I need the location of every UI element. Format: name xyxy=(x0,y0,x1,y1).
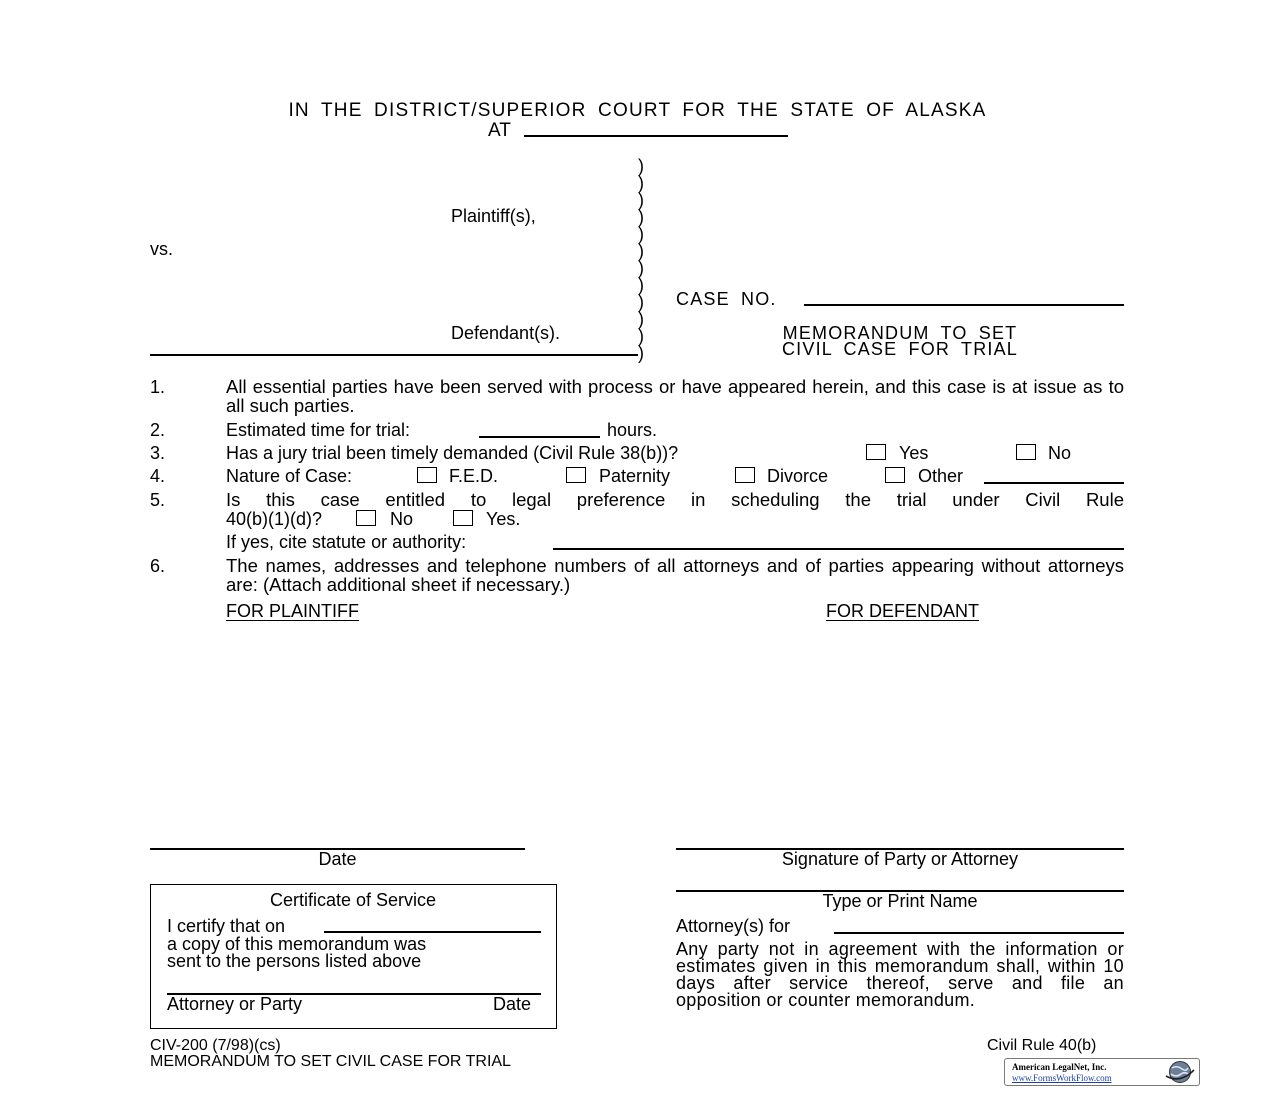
plaintiff-label: Plaintiff(s), xyxy=(451,206,536,226)
jury-yes-checkbox[interactable] xyxy=(866,444,886,460)
case-no-field[interactable] xyxy=(804,304,1124,306)
item6-text: The names, addresses and telephone numbers of all attorneys and of parties appearing without attorneys are: (Attach additional sheet if necessary.) xyxy=(226,555,1124,595)
item5-line2: 40(b)(1)(d)? xyxy=(226,509,323,529)
defendant-label: Defendant(s). xyxy=(451,323,561,343)
case-divorce-checkbox[interactable] xyxy=(735,467,755,483)
publisher-logo[interactable] xyxy=(1004,1058,1200,1086)
caption-paren: ) xyxy=(638,326,644,346)
item2-suffix: hours. xyxy=(607,420,658,440)
caption-paren: ) xyxy=(638,224,644,244)
caption-paren: ) xyxy=(638,241,644,261)
certificate-date-label: Date xyxy=(493,994,532,1014)
caption-paren: ) xyxy=(638,173,644,193)
case-other-field[interactable] xyxy=(984,482,1124,484)
case-other-checkbox[interactable] xyxy=(885,467,905,483)
signature-label: Signature of Party or Attorney xyxy=(781,849,1019,869)
preference-no-label: No xyxy=(390,509,414,529)
item-number: 4. xyxy=(150,466,166,486)
item5-cite-label: If yes, cite statute or authority: xyxy=(226,532,467,552)
caption-paren: ) xyxy=(638,156,644,176)
print-name-label: Type or Print Name xyxy=(822,891,978,911)
item5-line1: Is this case entitled to legal preference in scheduling the trial under Civil Rule xyxy=(226,489,1124,510)
case-fed-label: F.E.D. xyxy=(449,466,499,486)
item-number: 1. xyxy=(150,377,166,397)
item-number: 3. xyxy=(150,443,166,463)
preference-yes-label: Yes. xyxy=(486,509,521,529)
at-label: AT xyxy=(488,120,511,141)
jury-no-checkbox[interactable] xyxy=(1016,444,1036,460)
publisher-name: American LegalNet, Inc. xyxy=(1012,1062,1107,1072)
form-code: CIV-200 (7/98)(cs) xyxy=(150,1037,281,1054)
item1-text: All essential parties have been served with process or have appeared herein, and this case is at issue as to all such parties. xyxy=(226,376,1124,416)
item-number: 6. xyxy=(150,556,166,576)
jury-no-label: No xyxy=(1048,443,1072,463)
preference-no-checkbox[interactable] xyxy=(356,510,376,526)
trial-hours-field[interactable] xyxy=(479,436,600,438)
case-other-label: Other xyxy=(918,466,964,486)
item-number: 5. xyxy=(150,490,166,510)
court-title: IN THE DISTRICT/SUPERIOR COURT FOR THE STATE OF ALASKA xyxy=(288,100,987,121)
caption-bottom-rule xyxy=(150,354,638,356)
preference-yes-checkbox[interactable] xyxy=(453,510,473,526)
caption-paren: ) xyxy=(638,258,644,278)
case-fed-checkbox[interactable] xyxy=(417,467,437,483)
caption-paren: ) xyxy=(638,275,644,295)
vs-label: vs. xyxy=(150,239,174,259)
item3-label: Has a jury trial been timely demanded (Civil Rule 38(b))? xyxy=(226,443,679,463)
service-date-field[interactable] xyxy=(324,931,541,933)
attorneys-for-label: Attorney(s) for xyxy=(676,916,791,936)
statute-authority-field[interactable] xyxy=(553,548,1124,550)
caption-paren: ) xyxy=(638,343,644,363)
at-location-field[interactable] xyxy=(524,135,788,137)
doc-title-line2: CIVIL CASE FOR TRIAL xyxy=(781,339,1019,359)
opposition-notice: Any party not in agreement with the information or estimates given in this memorandum shall, within 10 days after service thereof, serve and file an opposition or counter memorandum. xyxy=(676,939,1124,1010)
rule-reference: Civil Rule 40(b) xyxy=(987,1037,1097,1054)
certificate-line2: a copy of this memorandum was xyxy=(167,934,427,954)
certificate-of-service-box xyxy=(150,884,557,1029)
item2-label: Estimated time for trial: xyxy=(226,420,411,440)
caption-paren: ) xyxy=(638,207,644,227)
certificate-line3: sent to the persons listed above xyxy=(167,951,422,971)
caption-paren: ) xyxy=(638,292,644,312)
certificate-title: Certificate of Service xyxy=(269,890,437,910)
form-footer-title: MEMORANDUM TO SET CIVIL CASE FOR TRIAL xyxy=(150,1053,511,1070)
case-divorce-label: Divorce xyxy=(767,466,829,486)
caption-paren: ) xyxy=(638,309,644,329)
item4-label: Nature of Case: xyxy=(226,466,353,486)
caption-paren: ) xyxy=(638,190,644,210)
certificate-attorney-label: Attorney or Party xyxy=(167,994,303,1014)
globe-icon xyxy=(1163,1060,1197,1084)
attorneys-for-field[interactable] xyxy=(834,932,1124,934)
case-paternity-checkbox[interactable] xyxy=(566,467,586,483)
for-defendant-heading: FOR DEFENDANT xyxy=(826,601,979,621)
jury-yes-label: Yes xyxy=(899,443,929,463)
publisher-url[interactable]: www.FormsWorkFlow.com xyxy=(1012,1073,1112,1083)
for-plaintiff-heading: FOR PLAINTIFF xyxy=(226,601,360,621)
case-paternity-label: Paternity xyxy=(599,466,671,486)
certificate-line1: I certify that on xyxy=(167,916,286,936)
doc-title-line1: MEMORANDUM TO SET xyxy=(782,323,1018,343)
item-number: 2. xyxy=(150,420,166,440)
date-label: Date xyxy=(318,849,357,869)
case-no-label: CASE NO. xyxy=(676,289,777,309)
